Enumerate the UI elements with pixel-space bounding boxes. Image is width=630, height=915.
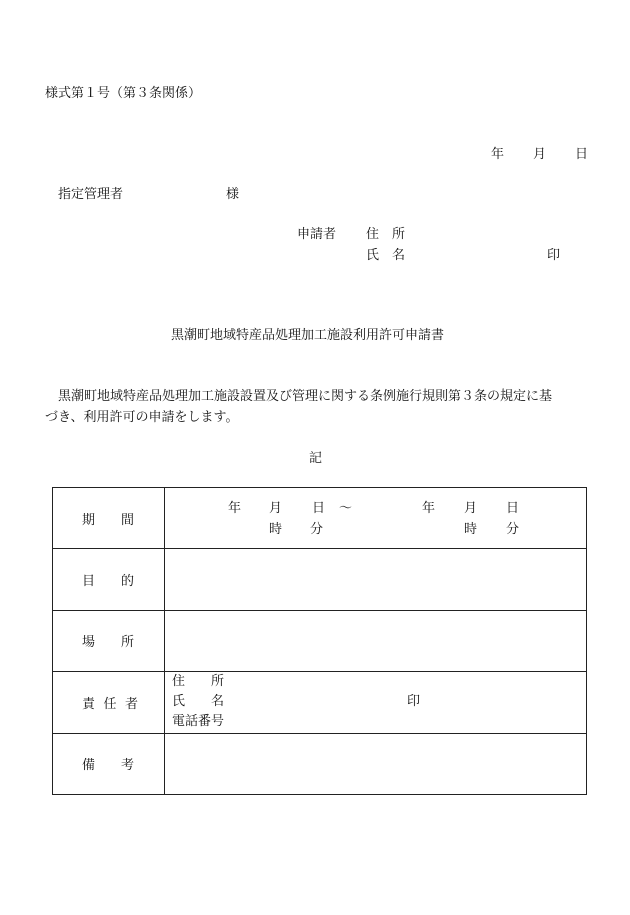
responsible-label-a: 責 bbox=[82, 696, 96, 712]
body-text-line1: 黒潮町地域特産品処理加工施設設置及び管理に関する条例施行規則第３条の規定に基 bbox=[45, 389, 553, 404]
date-month: 月 bbox=[533, 147, 547, 162]
applicant-label: 申請者 bbox=[297, 227, 337, 242]
applicant-address-label: 住 所 bbox=[366, 227, 406, 242]
remarks-label-b: 考 bbox=[120, 758, 134, 774]
responsible-seal: 印 bbox=[407, 694, 421, 710]
purpose-label-a: 目 bbox=[82, 574, 96, 590]
date-day: 日 bbox=[575, 147, 589, 162]
applicant-name-label: 氏 名 bbox=[366, 248, 406, 263]
table-row-place bbox=[53, 610, 587, 671]
period-start-hour: 時 bbox=[269, 522, 283, 537]
period-end-day: 日 bbox=[506, 501, 520, 516]
remarks-label-cell bbox=[53, 733, 165, 794]
period-value-cell[interactable] bbox=[165, 488, 587, 549]
remarks-label-a: 備 bbox=[82, 758, 96, 774]
place-label-cell bbox=[53, 610, 165, 671]
place-label-b: 所 bbox=[120, 635, 134, 651]
form-number: 様式第１号（第３条関係） bbox=[45, 86, 202, 101]
period-end-month: 月 bbox=[464, 501, 478, 516]
period-label-b: 間 bbox=[120, 512, 134, 528]
responsible-value-cell[interactable] bbox=[165, 672, 587, 733]
period-label-cell bbox=[53, 488, 165, 549]
body-text-line2: づき、利用許可の申請をします。 bbox=[45, 410, 239, 425]
table-row-responsible bbox=[53, 672, 587, 733]
purpose-label-cell bbox=[53, 549, 165, 610]
responsible-address-label: 住 所 bbox=[172, 674, 225, 690]
responsible-name-label: 氏 名 bbox=[172, 694, 225, 710]
period-start-day: 日 bbox=[312, 501, 326, 516]
period-start-month: 月 bbox=[269, 501, 283, 516]
period-label-a: 期 bbox=[82, 512, 96, 528]
table-row-purpose bbox=[53, 549, 587, 610]
addressee-honorific: 様 bbox=[226, 187, 240, 202]
remarks-value-cell[interactable] bbox=[165, 733, 587, 794]
responsible-label-cell bbox=[53, 672, 165, 733]
addressee-name: 指定管理者 bbox=[58, 187, 124, 202]
period-tilde: ～ bbox=[339, 501, 353, 516]
place-value-cell[interactable] bbox=[165, 610, 587, 671]
period-start-year: 年 bbox=[228, 501, 242, 516]
document-title: 黒潮町地域特産品処理加工施設利用許可申請書 bbox=[171, 328, 445, 343]
place-label-a: 場 bbox=[82, 635, 96, 651]
period-end-minute: 分 bbox=[506, 522, 520, 537]
period-end-hour: 時 bbox=[464, 522, 478, 537]
responsible-label-c: 者 bbox=[124, 696, 138, 712]
table-row-remarks bbox=[53, 733, 587, 794]
application-table bbox=[52, 487, 587, 795]
period-start-minute: 分 bbox=[310, 522, 324, 537]
purpose-label-b: 的 bbox=[120, 574, 134, 590]
date-year: 年 bbox=[491, 147, 505, 162]
ki-heading: 記 bbox=[309, 451, 323, 466]
responsible-label-b: 任 bbox=[103, 696, 117, 712]
applicant-seal: 印 bbox=[547, 248, 561, 263]
period-end-year: 年 bbox=[422, 501, 436, 516]
purpose-value-cell[interactable] bbox=[165, 549, 587, 610]
responsible-phone-label: 電話番号 bbox=[172, 714, 225, 730]
table-row-period bbox=[53, 488, 587, 549]
